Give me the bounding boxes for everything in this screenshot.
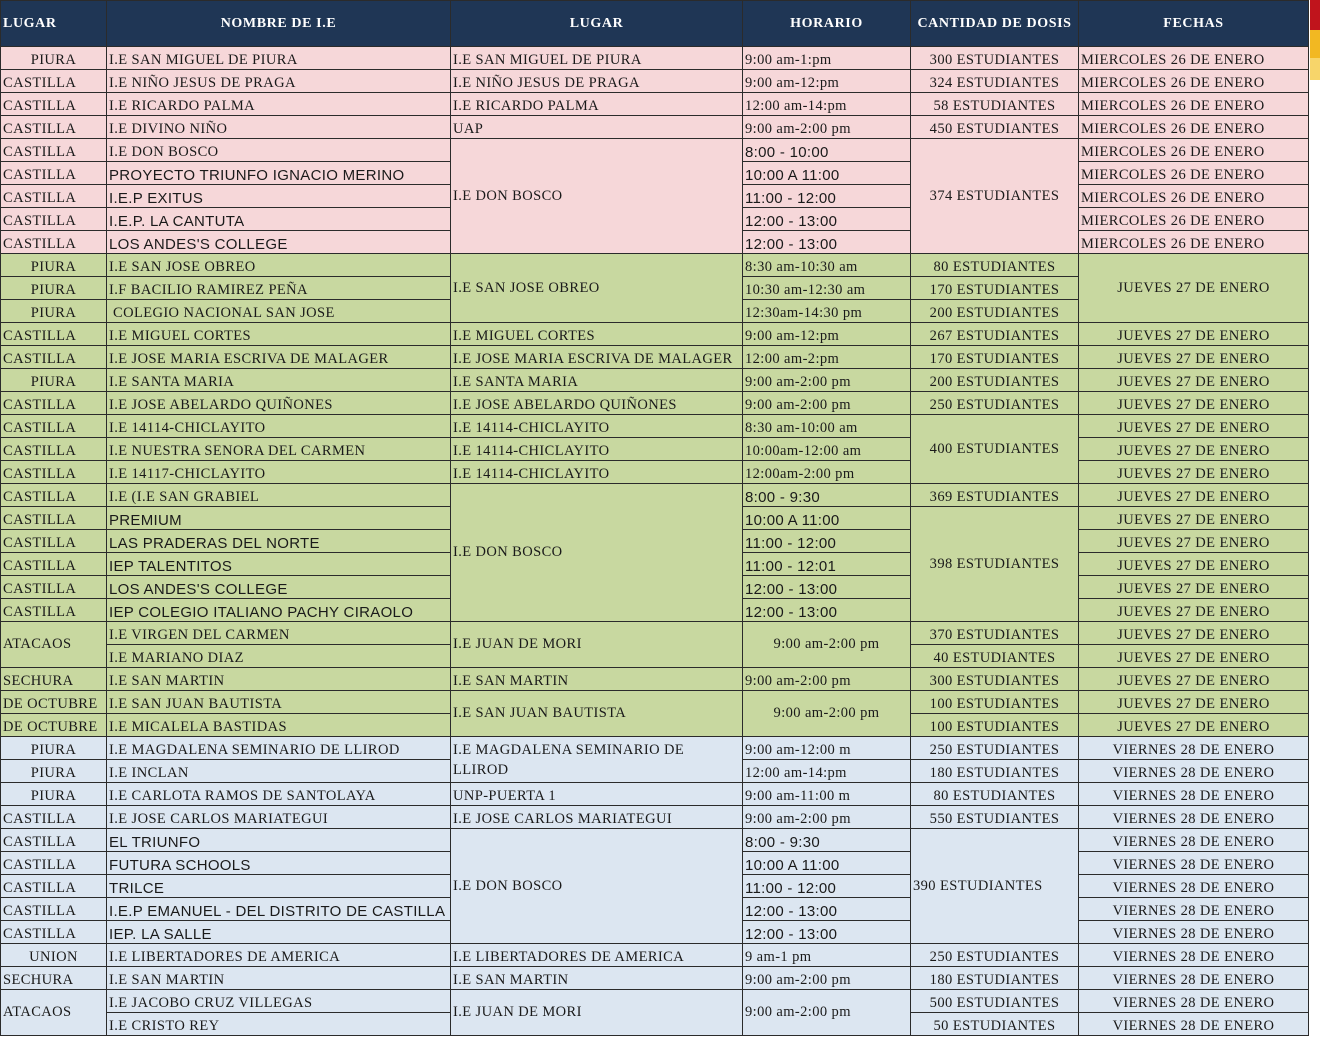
cell-fecha: JUEVES 27 DE ENERO: [1079, 530, 1309, 553]
cell-nombre: I.E DON BOSCO: [107, 139, 451, 162]
cell-lugar: PIURA: [1, 737, 107, 760]
cell-sede: I.E SAN JUAN BAUTISTA: [451, 691, 743, 737]
cell-sede: I.E SAN MARTIN: [451, 668, 743, 691]
cell-cantidad: 40 ESTUDIANTES: [911, 645, 1079, 668]
cell-lugar: CASTILLA: [1, 392, 107, 415]
cell-lugar: DE OCTUBRE: [1, 691, 107, 714]
cell-lugar: CASTILLA: [1, 116, 107, 139]
cell-horario: 10:30 am-12:30 am: [743, 277, 911, 300]
cell-sede: I.E DON BOSCO: [451, 484, 743, 622]
cell-sede: I.E JOSE CARLOS MARIATEGUI: [451, 806, 743, 829]
table-row: [1, 70, 1309, 93]
cell-horario: 12:00 - 13:00: [743, 208, 911, 231]
cell-fecha: VIERNES 28 DE ENERO: [1079, 875, 1309, 898]
cell-nombre: I.F BACILIO RAMIREZ PEÑA: [107, 277, 451, 300]
cell-horario: 11:00 - 12:00: [743, 875, 911, 898]
cell-horario: 9:00 am-12:pm: [743, 323, 911, 346]
cell-lugar: CASTILLA: [1, 806, 107, 829]
cell-cantidad: 250 ESTUDIANTES: [911, 944, 1079, 967]
cell-nombre: I.E.P EMANUEL - DEL DISTRITO DE CASTILLA: [107, 898, 451, 921]
cell-nombre: IEP COLEGIO ITALIANO PACHY CIRAOLO: [107, 599, 451, 622]
cell-sede: I.E NIÑO JESUS DE PRAGA: [451, 70, 743, 93]
cell-nombre: I.E SAN MARTIN: [107, 967, 451, 990]
cell-fecha: VIERNES 28 DE ENERO: [1079, 921, 1309, 944]
cell-horario: 12:00 - 13:00: [743, 599, 911, 622]
header-horario: HORARIO: [743, 1, 911, 47]
cell-cantidad: 324 ESTUDIANTES: [911, 70, 1079, 93]
cell-lugar: CASTILLA: [1, 898, 107, 921]
header-nombre-ie: NOMBRE DE I.E: [107, 1, 451, 47]
header-fechas: FECHAS: [1079, 1, 1309, 47]
cell-lugar: ATACAOS: [1, 990, 107, 1036]
table-row: [1, 116, 1309, 139]
cell-cantidad: 267 ESTUDIANTES: [911, 323, 1079, 346]
cell-horario: 9:00 am-2:00 pm: [743, 668, 911, 691]
cell-cantidad: 250 ESTUDIANTES: [911, 737, 1079, 760]
cell-cantidad: 180 ESTUDIANTES: [911, 967, 1079, 990]
cell-cantidad: 50 ESTUDIANTES: [911, 1013, 1079, 1036]
cell-lugar: CASTILLA: [1, 875, 107, 898]
cell-cantidad: 80 ESTUDIANTES: [911, 254, 1079, 277]
cell-nombre: I.E SAN JOSE OBREO: [107, 254, 451, 277]
table-row: [1, 461, 1309, 484]
cell-nombre: I.E DIVINO NIÑO: [107, 116, 451, 139]
cell-fecha: VIERNES 28 DE ENERO: [1079, 944, 1309, 967]
cell-lugar: CASTILLA: [1, 553, 107, 576]
cell-fecha: VIERNES 28 DE ENERO: [1079, 760, 1309, 783]
edge-strip-pale: [1310, 58, 1320, 80]
cell-fecha: MIERCOLES 26 DE ENERO: [1079, 70, 1309, 93]
cell-fecha: JUEVES 27 DE ENERO: [1079, 438, 1309, 461]
cell-horario: 12:00 am-2:pm: [743, 346, 911, 369]
cell-horario: 12:30am-14:30 pm: [743, 300, 911, 323]
cell-nombre: LOS ANDES'S COLLEGE: [107, 576, 451, 599]
cell-fecha: MIERCOLES 26 DE ENERO: [1079, 185, 1309, 208]
cell-horario: 11:00 - 12:00: [743, 185, 911, 208]
cell-nombre: I.E NUESTRA SENORA DEL CARMEN: [107, 438, 451, 461]
table-row: [1, 806, 1309, 829]
table-row: [1, 369, 1309, 392]
cell-nombre: I.E MICALELA BASTIDAS: [107, 714, 451, 737]
cell-horario: 12:00 - 13:00: [743, 898, 911, 921]
table-row: [1, 254, 1309, 277]
cell-fecha: JUEVES 27 DE ENERO: [1079, 415, 1309, 438]
cell-horario: 8:30 am-10:30 am: [743, 254, 911, 277]
cell-nombre: I.E JOSE MARIA ESCRIVA DE MALAGER: [107, 346, 451, 369]
header-cantidad: CANTIDAD DE DOSIS: [911, 1, 1079, 47]
header-sede: LUGAR: [451, 1, 743, 47]
cell-lugar: SECHURA: [1, 967, 107, 990]
cell-horario: 12:00 am-14:pm: [743, 93, 911, 116]
cell-nombre: I.E (I.E SAN GRABIEL: [107, 484, 451, 507]
cell-fecha: VIERNES 28 DE ENERO: [1079, 829, 1309, 852]
cell-sede: I.E SAN JOSE OBREO: [451, 254, 743, 323]
cell-nombre: I.E MIGUEL CORTES: [107, 323, 451, 346]
cell-sede: I.E SAN MARTIN: [451, 967, 743, 990]
cell-sede: UNP-PUERTA 1: [451, 783, 743, 806]
cell-lugar: PIURA: [1, 300, 107, 323]
cell-cantidad: 369 ESTUDIANTES: [911, 484, 1079, 507]
cell-horario: 10:00am-12:00 am: [743, 438, 911, 461]
cell-fecha: VIERNES 28 DE ENERO: [1079, 990, 1309, 1013]
cell-horario: 9:00 am-12:pm: [743, 70, 911, 93]
table-row: [1, 93, 1309, 116]
cell-sede: I.E 14114-CHICLAYITO: [451, 415, 743, 438]
cell-horario: 8:00 - 9:30: [743, 829, 911, 852]
cell-fecha: MIERCOLES 26 DE ENERO: [1079, 231, 1309, 254]
cell-fecha: VIERNES 28 DE ENERO: [1079, 967, 1309, 990]
cell-horario: 8:00 - 9:30: [743, 484, 911, 507]
cell-cantidad: 200 ESTUDIANTES: [911, 369, 1079, 392]
cell-nombre: I.E.P. LA CANTUTA: [107, 208, 451, 231]
cell-fecha: MIERCOLES 26 DE ENERO: [1079, 93, 1309, 116]
cell-nombre: IEP. LA SALLE: [107, 921, 451, 944]
cell-sede: I.E 14114-CHICLAYITO: [451, 438, 743, 461]
cell-lugar: PIURA: [1, 369, 107, 392]
cell-cantidad: 100 ESTUDIANTES: [911, 714, 1079, 737]
cell-horario: 9 am-1 pm: [743, 944, 911, 967]
header-lugar: LUGAR: [1, 1, 107, 47]
table-row: [1, 668, 1309, 691]
cell-nombre: I.E RICARDO PALMA: [107, 93, 451, 116]
cell-sede: I.E SAN MIGUEL DE PIURA: [451, 47, 743, 70]
cell-cantidad: 450 ESTUDIANTES: [911, 116, 1079, 139]
cell-lugar: CASTILLA: [1, 323, 107, 346]
cell-sede: I.E JUAN DE MORI: [451, 990, 743, 1036]
cell-cantidad: 300 ESTUDIANTES: [911, 47, 1079, 70]
cell-horario: 12:00 - 13:00: [743, 231, 911, 254]
cell-fecha: MIERCOLES 26 DE ENERO: [1079, 47, 1309, 70]
cell-nombre: I.E MARIANO DIAZ: [107, 645, 451, 668]
cell-fecha: JUEVES 27 DE ENERO: [1079, 461, 1309, 484]
cell-horario: 8:30 am-10:00 am: [743, 415, 911, 438]
cell-cantidad: 300 ESTUDIANTES: [911, 668, 1079, 691]
cell-horario: 9:00 am-1:pm: [743, 47, 911, 70]
cell-lugar: CASTILLA: [1, 185, 107, 208]
cell-sede: UAP: [451, 116, 743, 139]
cell-fecha: JUEVES 27 DE ENERO: [1079, 323, 1309, 346]
table-row: [1, 392, 1309, 415]
header-row: [1, 1, 1309, 47]
cell-lugar: CASTILLA: [1, 530, 107, 553]
cell-cantidad: 180 ESTUDIANTES: [911, 760, 1079, 783]
cell-horario: 12:00 am-14:pm: [743, 760, 911, 783]
cell-horario: 11:00 - 12:01: [743, 553, 911, 576]
cell-lugar: CASTILLA: [1, 576, 107, 599]
cell-cantidad: 370 ESTUDIANTES: [911, 622, 1079, 645]
cell-lugar: CASTILLA: [1, 484, 107, 507]
cell-cantidad: 170 ESTUDIANTES: [911, 346, 1079, 369]
cell-nombre: I.E SANTA MARIA: [107, 369, 451, 392]
table-row: [1, 622, 1309, 645]
cell-sede: I.E JOSE MARIA ESCRIVA DE MALAGER: [451, 346, 743, 369]
cell-sede: I.E 14114-CHICLAYITO: [451, 461, 743, 484]
cell-nombre: IEP TALENTITOS: [107, 553, 451, 576]
cell-cantidad: 390 ESTUDIANTES: [911, 829, 1079, 944]
cell-nombre: I.E SAN JUAN BAUTISTA: [107, 691, 451, 714]
cell-lugar: CASTILLA: [1, 829, 107, 852]
cell-lugar: PIURA: [1, 254, 107, 277]
cell-nombre: LOS ANDES'S COLLEGE: [107, 231, 451, 254]
cell-nombre: I.E CRISTO REY: [107, 1013, 451, 1036]
cell-cantidad: 400 ESTUDIANTES: [911, 415, 1079, 484]
cell-fecha: JUEVES 27 DE ENERO: [1079, 346, 1309, 369]
cell-fecha: JUEVES 27 DE ENERO: [1079, 576, 1309, 599]
cell-horario: 10:00 A 11:00: [743, 162, 911, 185]
cell-fecha: JUEVES 27 DE ENERO: [1079, 553, 1309, 576]
cell-cantidad: 550 ESTUDIANTES: [911, 806, 1079, 829]
cell-lugar: CASTILLA: [1, 231, 107, 254]
cell-horario: 10:00 A 11:00: [743, 507, 911, 530]
cell-nombre: I.E JOSE CARLOS MARIATEGUI: [107, 806, 451, 829]
cell-fecha: JUEVES 27 DE ENERO: [1079, 599, 1309, 622]
table-row: [1, 990, 1309, 1013]
cell-lugar: CASTILLA: [1, 93, 107, 116]
cell-nombre: TRILCE: [107, 875, 451, 898]
cell-fecha: JUEVES 27 DE ENERO: [1079, 507, 1309, 530]
group-viernes: [1, 737, 1309, 1036]
cell-sede: I.E MIGUEL CORTES: [451, 323, 743, 346]
cell-sede: [451, 737, 743, 783]
cell-lugar: CASTILLA: [1, 461, 107, 484]
cell-nombre: PREMIUM: [107, 507, 451, 530]
cell-fecha: JUEVES 27 DE ENERO: [1079, 691, 1309, 714]
table-row: [1, 139, 1309, 162]
cell-nombre: COLEGIO NACIONAL SAN JOSE: [107, 300, 451, 323]
cell-horario: 12:00am-2:00 pm: [743, 461, 911, 484]
cell-sede: I.E RICARDO PALMA: [451, 93, 743, 116]
cell-horario: 9:00 am-2:00 pm: [743, 806, 911, 829]
cell-nombre: I.E VIRGEN DEL CARMEN: [107, 622, 451, 645]
table-row: [1, 484, 1309, 507]
cell-cantidad: 200 ESTUDIANTES: [911, 300, 1079, 323]
table-row: [1, 829, 1309, 852]
cell-fecha: JUEVES 27 DE ENERO: [1079, 645, 1309, 668]
cell-lugar: CASTILLA: [1, 438, 107, 461]
cell-lugar: PIURA: [1, 47, 107, 70]
cell-nombre: I.E CARLOTA RAMOS DE SANTOLAYA: [107, 783, 451, 806]
cell-lugar: CASTILLA: [1, 208, 107, 231]
cell-lugar: PIURA: [1, 277, 107, 300]
cell-nombre: I.E SAN MARTIN: [107, 668, 451, 691]
table-row: [1, 346, 1309, 369]
cell-sede: I.E DON BOSCO: [451, 829, 743, 944]
cell-lugar: CASTILLA: [1, 507, 107, 530]
cell-lugar: CASTILLA: [1, 162, 107, 185]
cell-fecha: VIERNES 28 DE ENERO: [1079, 806, 1309, 829]
cell-fecha: JUEVES 27 DE ENERO: [1079, 392, 1309, 415]
cell-fecha: VIERNES 28 DE ENERO: [1079, 737, 1309, 760]
cell-cantidad: 398 ESTUDIANTES: [911, 507, 1079, 622]
edge-strip-red: [1310, 0, 1320, 30]
cell-lugar: SECHURA: [1, 668, 107, 691]
cell-horario: 9:00 am-2:00 pm: [743, 967, 911, 990]
table-row: [1, 415, 1309, 438]
table-row: [1, 783, 1309, 806]
cell-fecha: JUEVES 27 DE ENERO: [1079, 484, 1309, 507]
cell-horario: 9:00 am-2:00 pm: [743, 116, 911, 139]
cell-lugar: UNION: [1, 944, 107, 967]
table-row: [1, 691, 1309, 714]
cell-cantidad: 374 ESTUDIANTES: [911, 139, 1079, 254]
table-row: [1, 47, 1309, 70]
cell-lugar: CASTILLA: [1, 346, 107, 369]
cell-lugar: CASTILLA: [1, 852, 107, 875]
cell-cantidad: 80 ESTUDIANTES: [911, 783, 1079, 806]
cell-sede: I.E JUAN DE MORI: [451, 622, 743, 668]
cell-fecha: VIERNES 28 DE ENERO: [1079, 1013, 1309, 1036]
cell-cantidad: 100 ESTUDIANTES: [911, 691, 1079, 714]
cell-cantidad: 58 ESTUDIANTES: [911, 93, 1079, 116]
cell-fecha: VIERNES 28 DE ENERO: [1079, 898, 1309, 921]
table-row: [1, 438, 1309, 461]
cell-cantidad: 500 ESTUDIANTES: [911, 990, 1079, 1013]
cell-horario: 8:00 - 10:00: [743, 139, 911, 162]
cell-nombre: I.E LIBERTADORES DE AMERICA: [107, 944, 451, 967]
cell-nombre: I.E NIÑO JESUS DE PRAGA: [107, 70, 451, 93]
cell-lugar: CASTILLA: [1, 70, 107, 93]
cell-nombre: I.E JOSE ABELARDO QUIÑONES: [107, 392, 451, 415]
cell-fecha: MIERCOLES 26 DE ENERO: [1079, 139, 1309, 162]
cell-nombre: I.E.P EXITUS: [107, 185, 451, 208]
table-row: [1, 323, 1309, 346]
cell-horario: 9:00 am-2:00 pm: [743, 691, 911, 737]
cell-nombre: I.E MAGDALENA SEMINARIO DE LLIROD: [107, 737, 451, 760]
cell-lugar: DE OCTUBRE: [1, 714, 107, 737]
cell-fecha: MIERCOLES 26 DE ENERO: [1079, 208, 1309, 231]
cell-horario: 9:00 am-2:00 pm: [743, 622, 911, 668]
cell-horario: 9:00 am-2:00 pm: [743, 392, 911, 415]
group-jueves: [1, 254, 1309, 737]
cell-fecha: JUEVES 27 DE ENERO: [1079, 714, 1309, 737]
cell-lugar: PIURA: [1, 760, 107, 783]
edge-strip-yellow: [1310, 30, 1320, 58]
cell-lugar: PIURA: [1, 783, 107, 806]
cell-sede: I.E LIBERTADORES DE AMERICA: [451, 944, 743, 967]
cell-nombre: EL TRIUNFO: [107, 829, 451, 852]
cell-lugar: CASTILLA: [1, 599, 107, 622]
cell-horario: 9:00 am-2:00 pm: [743, 369, 911, 392]
cell-nombre: LAS PRADERAS DEL NORTE: [107, 530, 451, 553]
cell-lugar: ATACAOS: [1, 622, 107, 668]
table-row: [1, 967, 1309, 990]
cell-fecha: VIERNES 28 DE ENERO: [1079, 852, 1309, 875]
cell-lugar: CASTILLA: [1, 921, 107, 944]
cell-sede-text: I.E MAGDALENA SEMINARIO DE LLIROD: [453, 741, 685, 778]
cell-horario: 10:00 A 11:00: [743, 852, 911, 875]
cell-fecha: MIERCOLES 26 DE ENERO: [1079, 162, 1309, 185]
cell-horario: 9:00 am-2:00 pm: [743, 990, 911, 1036]
cell-fecha: JUEVES 27 DE ENERO: [1079, 254, 1309, 323]
cell-nombre: I.E SAN MIGUEL DE PIURA: [107, 47, 451, 70]
cell-cantidad: 250 ESTUDIANTES: [911, 392, 1079, 415]
cell-fecha: JUEVES 27 DE ENERO: [1079, 622, 1309, 645]
cell-sede: I.E JOSE ABELARDO QUIÑONES: [451, 392, 743, 415]
cell-nombre: FUTURA SCHOOLS: [107, 852, 451, 875]
cell-fecha: JUEVES 27 DE ENERO: [1079, 668, 1309, 691]
cell-nombre: PROYECTO TRIUNFO IGNACIO MERINO: [107, 162, 451, 185]
cell-fecha: JUEVES 27 DE ENERO: [1079, 369, 1309, 392]
cell-horario: 11:00 - 12:00: [743, 530, 911, 553]
cell-lugar: CASTILLA: [1, 415, 107, 438]
table-row: [1, 944, 1309, 967]
cell-horario: 9:00 am-11:00 m: [743, 783, 911, 806]
cell-lugar: CASTILLA: [1, 139, 107, 162]
table-row: [1, 737, 1309, 760]
cell-nombre: I.E 14117-CHICLAYITO: [107, 461, 451, 484]
cell-cantidad: 170 ESTUDIANTES: [911, 277, 1079, 300]
cell-sede: I.E DON BOSCO: [451, 139, 743, 254]
cell-nombre: I.E INCLAN: [107, 760, 451, 783]
cell-horario: 9:00 am-12:00 m: [743, 737, 911, 760]
group-miercoles: [1, 47, 1309, 254]
cell-sede: I.E SANTA MARIA: [451, 369, 743, 392]
cell-horario: 12:00 - 13:00: [743, 576, 911, 599]
cell-horario: 12:00 - 13:00: [743, 921, 911, 944]
cell-nombre: I.E 14114-CHICLAYITO: [107, 415, 451, 438]
cell-fecha: VIERNES 28 DE ENERO: [1079, 783, 1309, 806]
cell-nombre: I.E JACOBO CRUZ VILLEGAS: [107, 990, 451, 1013]
cell-fecha: MIERCOLES 26 DE ENERO: [1079, 116, 1309, 139]
